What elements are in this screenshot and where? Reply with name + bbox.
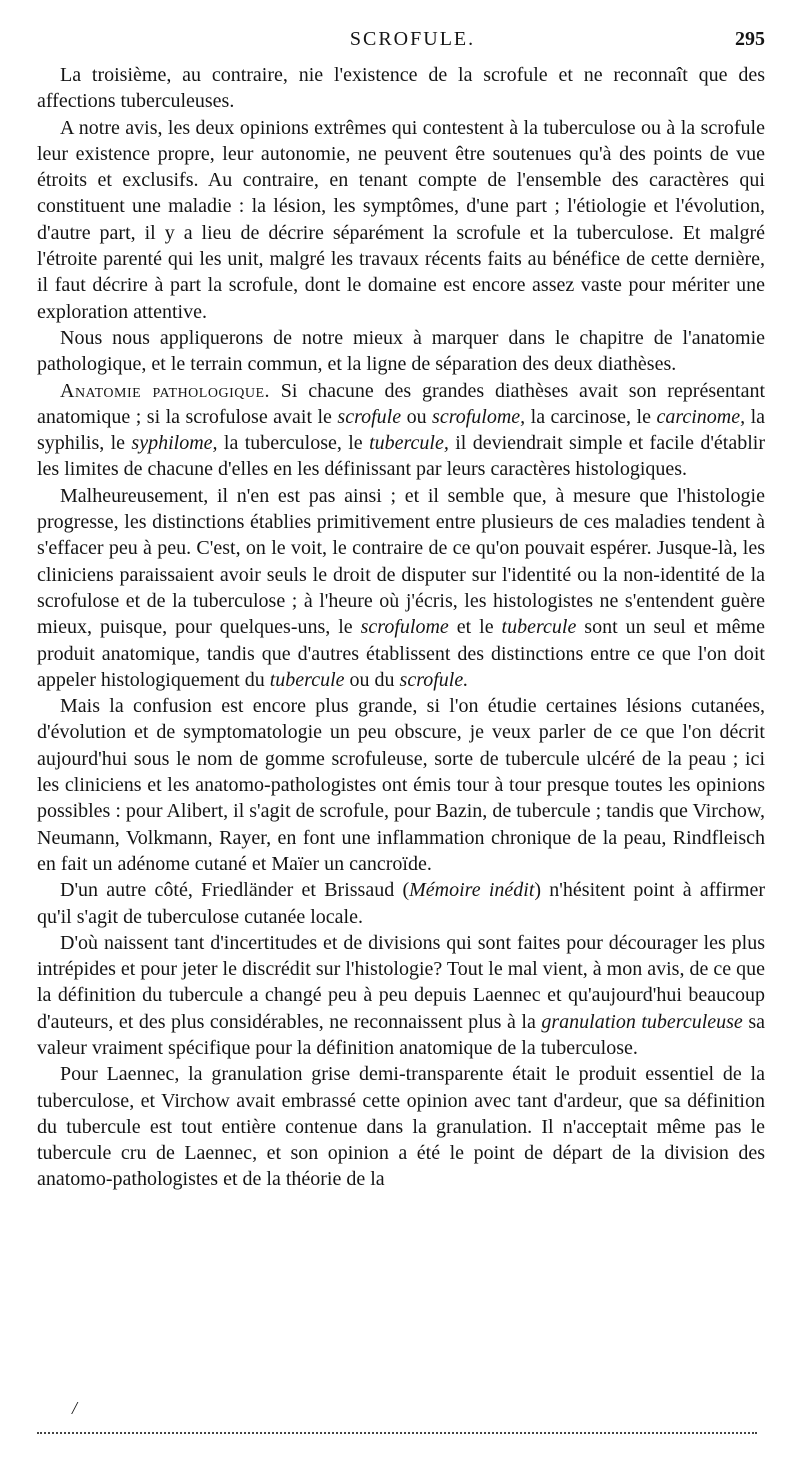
- text-run: sa valeur vraiment spécifique pour la définition anatomique de la tuberculose.: [37, 1010, 765, 1059]
- text-run: ou du: [344, 668, 400, 691]
- text-run: et le: [448, 616, 502, 639]
- text-run: D'un autre côté, Friedländer et Brissaud (: [60, 879, 410, 902]
- paragraph-6: Mais la confusion est encore plus grande, si l'on étudie certaines lésions cutanées, d'évolution et de symptomatologie un peu obscure, je veux parler de ce que l'on décrit aujourd'hui sous le nom de gomme scrofuleuse, sorte de tubercule ulcéré de la peau ; ici les cliniciens et les anatomo-pathologistes ont émis tour à tour presque toutes les opinions possibles : pour Alibert, il s'agit de scrofule, pour Bazin, de tubercule ; tandis que Virchow, Neumann, Volkmann, Rayer, en font une inflammation chronique de la peau, Rindfleisch en fait un adénome cutané et Maïer un cancroïde.: [37, 695, 765, 875]
- text-run: ) n'hésitent point à affirmer qu'il s'agit de tuberculose cutanée locale.: [37, 879, 766, 928]
- paragraph-2: A notre avis, les deux opinions extrêmes qui contestent à la tuberculose ou à la scrofule leur existence propre, leur autonomie, ne peuvent être soutenues qu'à des points de vue étroits et exclusifs. Au contraire, en tenant compte de l'ensemble des caractères qui constituent une maladie : la lésion, les symptômes, d'une part ; l'étiologie et l'évolution, d'autre part, il y a lieu de décrire séparément la scrofule et la tuberculose. Et malgré l'étroite parenté qui les unit, malgré les travaux récents faits au bénéfice de cette dernière, il faut décrire à part la scrofule, dont le domaine est encore assez vaste pour mériter une exploration attentive.: [37, 116, 765, 323]
- italic-term: Mémoire inédit: [409, 879, 535, 902]
- italic-term: tubercule: [501, 616, 577, 639]
- footer-mark: /: [72, 1398, 78, 1418]
- paragraph-1: La troisième, au contraire, nie l'existence de la scrofule et ne reconnaît que des affections tuberculeuses.: [37, 64, 765, 113]
- italic-term: tubercule: [269, 668, 345, 691]
- page-header: [60, 28, 765, 58]
- paragraph-8: [37, 930, 765, 1061]
- text-run: ou: [401, 405, 433, 428]
- italic-term: carcinome,: [656, 405, 746, 428]
- text-run: Malheureusement, il n'en est pas ainsi ; et il semble que, à mesure que l'histologie progresse, les distinctions établies primitivement entre plusieurs de ces maladies tendent à s'effacer peu à peu. C'est, on le voit, le contraire de ce qu'on pouvait espérer. Jusque-là, les cliniciens paraissaient avoir seuls le droit de disputer sur l'identité ou la non-identité de la scrofulose et de la tuberculose ; à l'heure où j'écris, les histologistes ne s'entendent guère mieux, puisque, pour quelques-uns, le: [37, 484, 765, 639]
- paragraph-7: [37, 877, 765, 930]
- italic-term: scrofulome,: [432, 405, 526, 428]
- body-text: [37, 62, 765, 1193]
- running-title: SCROFULE.: [349, 28, 476, 50]
- paragraph-3: Nous nous appliquerons de notre mieux à marquer dans le chapitre de l'anatomie pathologique, et le terrain commun, et la ligne de séparation des deux diathèses.: [37, 326, 765, 376]
- section-heading: Anatomie pathologique.: [60, 379, 271, 402]
- footer-dotted-rule: [37, 1432, 757, 1434]
- text-run: la syphilis, le: [37, 405, 766, 455]
- italic-term: syphilome,: [131, 432, 218, 455]
- italic-term: scrofulome: [360, 616, 449, 639]
- italic-term: scrofule.: [399, 668, 469, 691]
- italic-term: tubercule,: [369, 432, 449, 455]
- text-run: la tuberculose, le: [217, 432, 370, 455]
- paragraph-5: [37, 483, 765, 693]
- paragraph-9: Pour Laennec, la granulation grise demi-transparente était le produit essentiel de la tuberculose, et Virchow avait embrassé cette opinion avec tant d'ardeur, que sa définition du tubercule est tout entière contenue dans la granulation. Il n'acceptait même pas le tubercule cru de Laennec, et son opinion a été le point de départ de la division des anatomo-pathologistes et de la théorie de la: [37, 1063, 765, 1191]
- text-run: il deviendrait simple et facile d'établir les limites de chacune d'elles en les définissant par leurs caractères histologiques.: [37, 432, 766, 481]
- italic-term: granulation tuberculeuse: [541, 1010, 743, 1033]
- text-run: sont un seul et même produit anatomique, tandis que d'autres établissent des distinctions entre ce que l'on doit appeler histologiquement du: [37, 616, 765, 691]
- text-run: D'où naissent tant d'incertitudes et de divisions qui sont faites pour décourager les plus intrépides et pour jeter le discrédit sur l'histologie? Tout le mal vient, à mon avis, de ce que la définition du tubercule a changé peu à peu depuis Laennec et qu'aujourd'hui beaucoup d'auteurs, et des plus considérables, ne reconnaissent plus à la: [37, 931, 765, 1033]
- italic-term: scrofule: [337, 405, 402, 428]
- paragraph-4: [37, 378, 765, 483]
- page-number: 295: [735, 28, 765, 50]
- text-run: la carcinose, le: [525, 405, 657, 428]
- text-run: Si chacune des grandes diathèses avait son représentant anatomique ; si la scrofulose avait le: [37, 379, 765, 428]
